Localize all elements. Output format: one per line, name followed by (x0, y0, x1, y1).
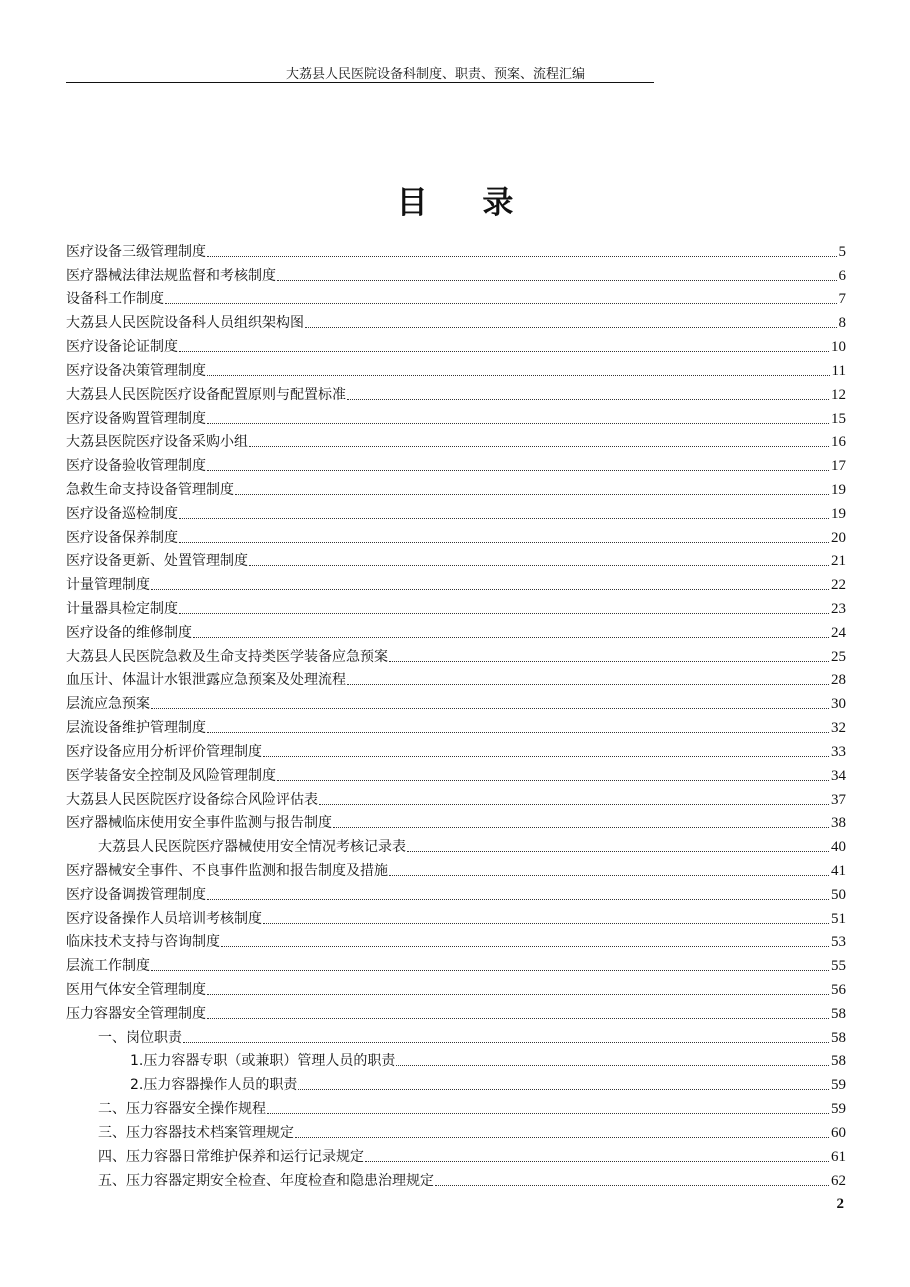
toc-entry-page: 16 (831, 434, 846, 451)
toc-leader-dots (221, 945, 829, 947)
toc-entry[interactable] (66, 904, 846, 928)
toc-entry[interactable] (66, 356, 846, 380)
toc-entry[interactable] (66, 618, 846, 642)
header-rule (66, 82, 654, 83)
toc-entry[interactable] (66, 451, 846, 475)
toc-entry-title: 计量管理制度 (66, 577, 150, 594)
toc-entry-page: 20 (831, 529, 846, 546)
toc-entry-title: 四、压力容器日常维护保养和运行记录规定 (98, 1148, 364, 1165)
table-of-contents (66, 237, 846, 1190)
toc-entry-page: 53 (831, 934, 846, 951)
toc-entry[interactable] (66, 785, 846, 809)
toc-entry-page: 32 (831, 720, 846, 737)
toc-entry-page: 11 (831, 362, 846, 379)
toc-entry-title: 急救生命支持设备管理制度 (66, 481, 234, 498)
toc-entry-page: 60 (831, 1124, 846, 1141)
toc-leader-dots (179, 541, 829, 543)
toc-entry[interactable] (66, 594, 846, 618)
toc-entry-title: 1.压力容器专职（或兼职）管理人员的职责 (130, 1053, 396, 1070)
toc-entry-title: 医疗器械安全事件、不良事件监测和报告制度及措施 (66, 862, 388, 879)
toc-entry-page: 5 (838, 243, 846, 260)
toc-entry-title: 血压计、体温计水银泄露应急预案及处理流程 (66, 672, 346, 689)
toc-entry[interactable] (66, 428, 846, 452)
toc-entry-page: 58 (831, 1005, 846, 1022)
toc-leader-dots (333, 826, 829, 828)
toc-entry-page: 23 (831, 601, 846, 617)
toc-entry-title: 大荔县人民医院设备科人员组织架构图 (66, 315, 304, 332)
toc-entry-title: 层流设备维护管理制度 (66, 720, 206, 737)
toc-entry-title: 医用气体安全管理制度 (66, 982, 206, 998)
toc-entry-page: 19 (831, 481, 846, 498)
toc-entry-page: 6 (838, 267, 846, 284)
toc-entry-title: 大荔县医院医疗设备采购小组 (66, 434, 248, 451)
toc-entry-page: 25 (831, 648, 846, 665)
toc-entry[interactable] (66, 1047, 846, 1071)
toc-entry-title: 五、压力容器定期安全检查、年度检查和隐患治理规定 (98, 1172, 434, 1189)
toc-leader-dots (207, 255, 837, 257)
toc-entry[interactable] (66, 642, 846, 666)
header-title: 大荔县人民医院设备科制度、职责、预案、流程汇编 (286, 67, 586, 82)
toc-entry[interactable] (66, 570, 846, 594)
toc-entry-title: 医疗设备更新、处置管理制度 (66, 553, 248, 570)
toc-entry-page: 28 (831, 672, 846, 689)
toc-leader-dots (249, 564, 829, 566)
toc-leader-dots (183, 1041, 829, 1043)
toc-title: 目 录 (396, 185, 536, 221)
toc-entry-title: 医疗设备决策管理制度 (66, 362, 206, 379)
toc-entry-page: 58 (831, 1029, 846, 1046)
toc-entry[interactable] (66, 1142, 846, 1166)
page-number: 2 (836, 1196, 844, 1212)
toc-entry[interactable] (66, 951, 846, 975)
toc-leader-dots (365, 1160, 829, 1162)
toc-entry-title: 医疗器械临床使用安全事件监测与报告制度 (66, 815, 332, 832)
toc-entry-page: 24 (831, 624, 846, 641)
toc-leader-dots (179, 612, 829, 614)
toc-entry[interactable] (66, 999, 846, 1023)
toc-entry-page: 7 (838, 291, 846, 308)
toc-entry[interactable] (66, 761, 846, 785)
toc-entry[interactable] (66, 928, 846, 952)
toc-entry-title: 医疗设备的维修制度 (66, 624, 192, 641)
toc-entry[interactable] (66, 689, 846, 713)
toc-entry[interactable] (66, 737, 846, 761)
toc-entry[interactable] (66, 975, 846, 999)
toc-entry-title: 2.压力容器操作人员的职责 (130, 1077, 298, 1094)
toc-leader-dots (207, 469, 829, 471)
toc-entry[interactable] (66, 1166, 846, 1190)
toc-entry-title: 医疗设备购置管理制度 (66, 410, 206, 427)
toc-entry-page: 58 (831, 1053, 846, 1070)
toc-entry-page: 59 (831, 1077, 846, 1094)
toc-leader-dots (389, 660, 829, 662)
toc-leader-dots (435, 1184, 829, 1186)
toc-entry-page: 62 (831, 1172, 846, 1189)
toc-entry-title: 大荔县人民医院急救及生命支持类医学装备应急预案 (66, 648, 388, 665)
toc-entry-title: 一、岗位职责 (98, 1029, 182, 1046)
toc-leader-dots (207, 898, 829, 900)
toc-entry[interactable] (66, 499, 846, 523)
toc-entry-title: 医疗器械法律法规监督和考核制度 (66, 267, 276, 284)
toc-entry-title: 医疗设备调拨管理制度 (66, 886, 206, 903)
toc-entry[interactable] (66, 404, 846, 428)
toc-entry-page: 33 (831, 743, 846, 760)
toc-entry[interactable] (66, 880, 846, 904)
toc-entry[interactable] (66, 285, 846, 309)
toc-entry-page: 34 (831, 767, 846, 784)
toc-entry-page: 17 (831, 458, 846, 475)
toc-leader-dots (151, 588, 829, 590)
toc-leader-dots (263, 922, 829, 924)
toc-entry[interactable] (66, 1070, 846, 1094)
toc-leader-dots (277, 279, 837, 281)
toc-entry-title: 医疗设备论证制度 (66, 339, 178, 356)
toc-leader-dots (407, 850, 829, 852)
toc-entry[interactable] (66, 713, 846, 737)
toc-entry-title: 大荔县人民医院医疗设备配置原则与配置标准 (66, 386, 346, 403)
toc-entry-title: 医疗设备三级管理制度 (66, 243, 206, 260)
toc-entry-page: 61 (831, 1148, 846, 1165)
toc-entry-page: 40 (831, 839, 846, 856)
toc-leader-dots (207, 731, 829, 733)
toc-leader-dots (277, 779, 829, 781)
toc-entry-title: 临床技术支持与咨询制度 (66, 934, 220, 951)
toc-entry-page: 51 (831, 910, 846, 927)
toc-entry[interactable] (66, 475, 846, 499)
toc-entry[interactable] (66, 832, 846, 856)
toc-entry[interactable] (66, 1023, 846, 1047)
toc-entry-title: 压力容器安全管理制度 (66, 1005, 206, 1022)
toc-entry-title: 医学装备安全控制及风险管理制度 (66, 767, 276, 784)
toc-entry-title: 医疗设备巡检制度 (66, 505, 178, 522)
toc-leader-dots (165, 302, 837, 304)
toc-entry[interactable] (66, 1118, 846, 1142)
toc-entry-title: 大荔县人民医院医疗设备综合风险评估表 (66, 791, 318, 808)
toc-entry-page: 41 (831, 862, 846, 879)
toc-entry-title: 层流应急预案 (66, 696, 150, 713)
toc-entry[interactable] (66, 308, 846, 332)
toc-leader-dots (298, 1088, 829, 1090)
toc-leader-dots (319, 803, 829, 805)
toc-entry-page: 8 (838, 315, 846, 332)
toc-entry-page: 12 (831, 386, 846, 403)
toc-entry[interactable] (66, 809, 846, 833)
toc-leader-dots (207, 374, 830, 376)
toc-leader-dots (151, 707, 829, 709)
toc-entry-page: 22 (831, 577, 846, 594)
toc-entry-title: 三、压力容器技术档案管理规定 (98, 1124, 294, 1141)
toc-entry[interactable] (66, 856, 846, 880)
toc-entry-page: 56 (831, 982, 846, 998)
toc-entry-page: 30 (831, 696, 846, 713)
toc-entry-page: 10 (831, 339, 846, 356)
toc-entry[interactable] (66, 332, 846, 356)
toc-leader-dots (305, 326, 837, 328)
toc-entry-page: 59 (831, 1101, 846, 1118)
toc-entry[interactable] (66, 380, 846, 404)
toc-entry[interactable] (66, 666, 846, 690)
toc-leader-dots (207, 993, 829, 995)
toc-entry-title: 医疗设备保养制度 (66, 529, 178, 546)
toc-leader-dots (151, 969, 829, 971)
toc-leader-dots (396, 1064, 829, 1066)
toc-entry-title: 二、压力容器安全操作规程 (98, 1101, 266, 1118)
toc-leader-dots (389, 874, 829, 876)
toc-leader-dots (235, 493, 829, 495)
toc-entry-title: 计量器具检定制度 (66, 601, 178, 617)
toc-entry-page: 15 (831, 410, 846, 427)
toc-leader-dots (347, 398, 829, 400)
toc-leader-dots (347, 683, 829, 685)
toc-entry[interactable] (66, 547, 846, 571)
toc-entry-title: 医疗设备验收管理制度 (66, 458, 206, 475)
toc-leader-dots (193, 636, 829, 638)
page-header (66, 67, 844, 84)
toc-entry-page: 19 (831, 505, 846, 522)
toc-entry-page: 21 (831, 553, 846, 570)
toc-entry-page: 55 (831, 958, 846, 975)
toc-leader-dots (207, 422, 829, 424)
toc-entry-page: 38 (831, 815, 846, 832)
toc-entry-title: 大荔县人民医院医疗器械使用安全情况考核记录表 (98, 839, 406, 856)
toc-leader-dots (179, 350, 829, 352)
toc-leader-dots (295, 1136, 829, 1138)
toc-entry-title: 层流工作制度 (66, 958, 150, 975)
toc-entry[interactable] (66, 1094, 846, 1118)
toc-leader-dots (249, 445, 829, 447)
toc-leader-dots (263, 755, 829, 757)
toc-entry-page: 37 (831, 791, 846, 808)
toc-leader-dots (267, 1112, 829, 1114)
toc-leader-dots (179, 517, 829, 519)
toc-entry-title: 医疗设备应用分析评价管理制度 (66, 743, 262, 760)
toc-entry[interactable] (66, 237, 846, 261)
toc-entry-page: 50 (831, 886, 846, 903)
toc-leader-dots (207, 1017, 829, 1019)
toc-entry-title: 设备科工作制度 (66, 291, 164, 308)
toc-entry[interactable] (66, 523, 846, 547)
toc-entry[interactable] (66, 261, 846, 285)
toc-entry-title: 医疗设备操作人员培训考核制度 (66, 910, 262, 927)
